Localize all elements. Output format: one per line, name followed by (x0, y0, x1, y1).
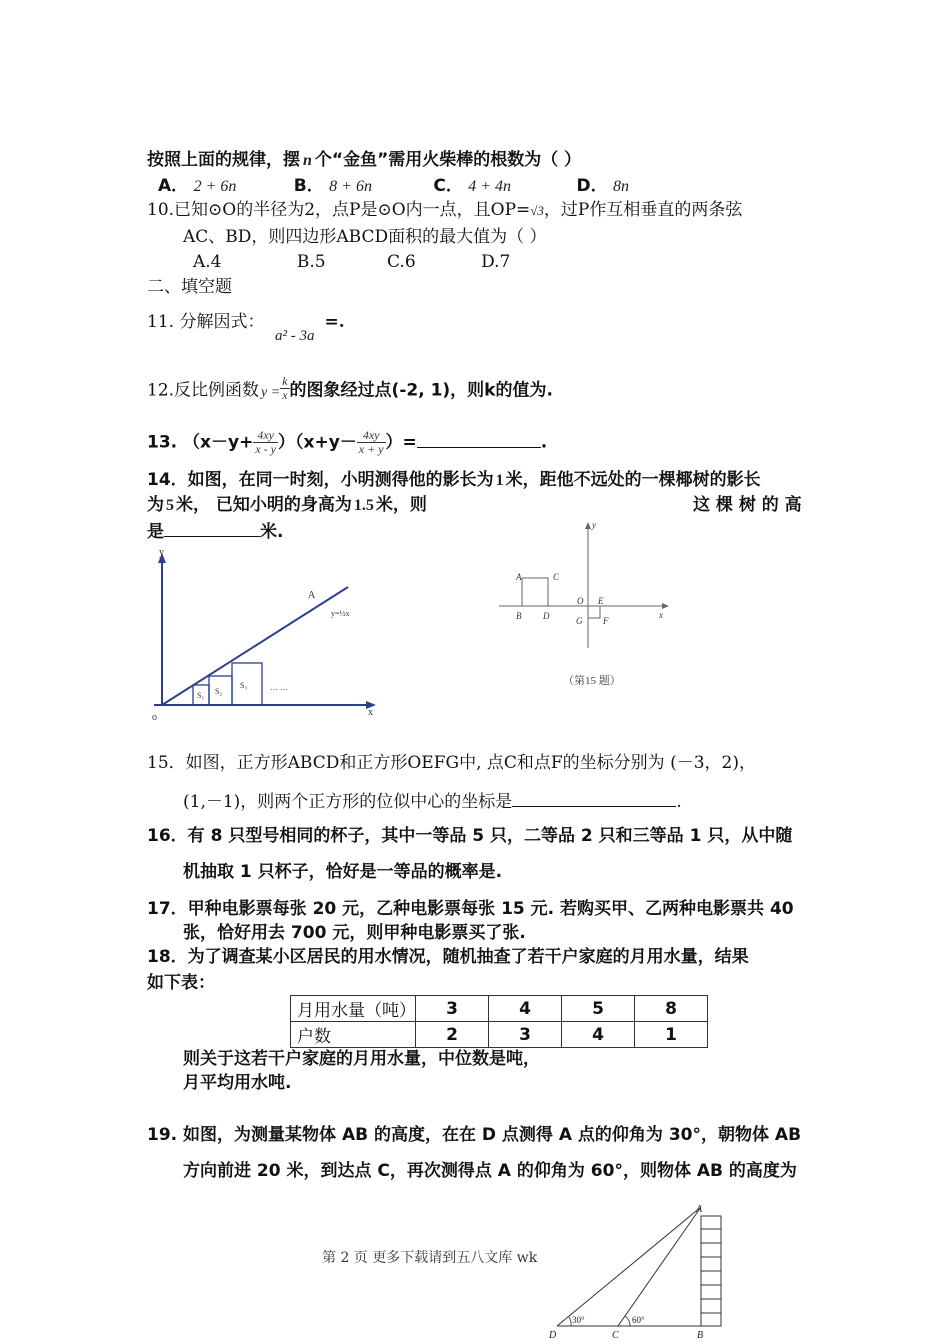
fig-right-label-o: O (577, 596, 584, 606)
table-row-head: 月用水量（吨） (291, 996, 416, 1022)
fig-q19-label-b: B (697, 1330, 704, 1341)
fig-q19-arc-60 (625, 1316, 630, 1326)
table-cell: 8 (635, 996, 708, 1022)
fig-right-x-arrow (662, 603, 669, 609)
fig-left-origin: o (152, 712, 157, 723)
q17-line2: 张，恰好用去 700 元，则甲种电影票买了张. (183, 923, 526, 943)
fig-right-label-b: B (516, 611, 522, 621)
fig-right-square-oefg (588, 606, 600, 618)
table-cell: 3 (416, 996, 489, 1022)
fig-right-label-y: y (592, 520, 596, 530)
table-cell: 3 (489, 1022, 562, 1048)
q14-line2-right: 这 棵 树 的 高 (693, 495, 802, 515)
q15-line1: 15．如图，正方形ABCD和正方形OEFG中, 点C和点F的坐标分别为 (－3，2)， (147, 753, 756, 773)
fig-right-label-x: x (659, 610, 663, 620)
q11-expr: a² - 3a (275, 328, 315, 344)
fig-right-label-a: A (516, 572, 522, 582)
figure-squares (495, 518, 675, 693)
q18-line2: 如下表： (147, 973, 215, 993)
fig-right-y-arrow (585, 522, 591, 529)
q10-option-c: C.6 (387, 252, 416, 272)
fig-left-x-label: x (368, 707, 373, 718)
fig-q19-label-c: C (612, 1330, 619, 1341)
fig-right-label-d: D (543, 611, 550, 621)
q14-line2: 为 5 米， 已知小明的身高为 1.5 米，则 (147, 495, 427, 515)
q15-blank[interactable] (512, 790, 676, 807)
q18-table (290, 995, 708, 1048)
table-cell: 1 (635, 1022, 708, 1048)
q9-option-b-label: B． (293, 176, 324, 196)
q14-blank[interactable] (164, 520, 260, 537)
fig-right-label-e: E (598, 596, 604, 606)
table-row (291, 996, 708, 1022)
q16-line2: 机抽取 1 只杯子，恰好是一等品的概率是. (183, 862, 503, 882)
fig-right-caption: （第15 题） (563, 675, 621, 687)
fig-right-label-f: F (603, 616, 609, 626)
table-cell: 4 (562, 1022, 635, 1048)
q10-option-b: B.5 (296, 252, 326, 272)
q12-fraction: $\frac{k}{x}$ (282, 374, 288, 402)
q17-line1: 17．甲种电影票每张 20 元，乙种电影票每张 15 元. 若购买甲、乙两种电影票共 40 (147, 899, 794, 919)
q16-line1: 16．有 8 只型号相同的杯子，其中一等品 5 只，二等品 2 只和三等品 1 只，从中随 (147, 826, 793, 846)
q9-var: n (303, 152, 312, 169)
q19-line2: 方向前进 20 米，到达点 C，再次测得点 A 的仰角为 60°，则物体 AB 的高度为 (183, 1161, 797, 1181)
q14-line1: 14．如图，在同一时刻，小明测得他的影长为 1 米，距他不远处的一棵椰树的影长 (147, 470, 761, 490)
q10-line1: 10.已知⊙O的半径为2，点P是⊙O内一点，且OP=√3，过P作互相垂直的两条弦 (147, 200, 743, 220)
table-row-head: 户数 (291, 1022, 416, 1048)
q18-after1: 则关于这若干户家庭的月用水量，中位数是吨， (183, 1049, 540, 1069)
fig-left-dots: … … (270, 683, 288, 692)
q9-option-b: 8 + 6n (329, 178, 372, 195)
fig-q19-sightline-c (618, 1207, 701, 1326)
q10-option-d: D.7 (481, 252, 511, 272)
table-row (291, 1022, 708, 1048)
fig-right-square-abcd (522, 578, 548, 606)
q9-option-c: 4 + 4n (468, 178, 512, 195)
fig-left-s2: S₂ (215, 687, 223, 696)
page-footer: 第 2 页 更多下载请到五八文库 wk (322, 1250, 538, 1266)
table-cell: 2 (416, 1022, 489, 1048)
q9-option-a: 2 + 6n (193, 178, 237, 195)
fig-right-label-g: G (576, 616, 583, 626)
q13-blank[interactable] (417, 431, 541, 448)
fig-right-label-c: C (553, 572, 560, 582)
q13-fraction-1: $\frac{4xy}{x - y}$ (255, 428, 276, 456)
fig-q19-label-a: A (696, 1204, 703, 1215)
q9-option-a-label: A． (158, 176, 189, 196)
q9-options (158, 175, 629, 198)
figure-staircase (148, 545, 388, 725)
q9-option-d-label: D． (576, 176, 608, 196)
table-cell: 4 (489, 996, 562, 1022)
q10-option-a: A.4 (193, 252, 222, 272)
section-heading: 二、填空题 (147, 277, 232, 297)
q13-text: 13. （x－y+ $\frac{4xy}{x - y}$ ）（x+y－ $\frac{4xy}{x + y}$ ）= . (147, 428, 548, 456)
q10-options (193, 251, 510, 273)
fig-left-point-a: A (308, 590, 316, 601)
table-cell: 5 (562, 996, 635, 1022)
fig-q19-arc-30 (569, 1317, 571, 1326)
q18-after2: 月平均用水吨. (183, 1073, 292, 1093)
q9-option-c-label: C． (433, 176, 463, 196)
q19-line1: 19. 如图，为测量某物体 AB 的高度，在在 D 点测得 A 点的仰角为 30°，朝物体 AB (147, 1125, 802, 1145)
q13-fraction-2: $\frac{4xy}{x + y}$ (358, 428, 384, 456)
fig-q19-sightline-d (557, 1207, 701, 1326)
q9-option-d: 8n (612, 178, 629, 195)
q11-text: 11. 分解因式： =. (147, 312, 345, 332)
figure-elevation (545, 1202, 730, 1342)
fig-left-s1: S₁ (197, 691, 205, 700)
fig-q19-label-d: D (549, 1330, 557, 1341)
q12-text: 12.反比例函数 y = $\frac{k}{x}$ 的图象经过点(-2, 1)，则k的值为. (147, 374, 553, 402)
fig-left-s3: S₃ (240, 681, 248, 690)
fig-q19-angle-30: 30° (572, 1315, 585, 1325)
fig-left-line (162, 587, 348, 705)
fig-left-y-label: y (159, 547, 164, 558)
q9-stem: 按照上面的规律，摆 n 个“金鱼”需用火柴棒的根数为（ ） (147, 150, 582, 170)
q14-line3: 是 米. (147, 522, 284, 542)
q18-line1: 18．为了调查某小区居民的用水情况，随机抽查了若干户家庭的月用水量，结果 (147, 947, 749, 967)
fig-q19-angle-60: 60° (632, 1315, 645, 1325)
fig-left-line-label: y=½x (331, 609, 350, 618)
q10-line2: AC、BD，则四边形ABCD面积的最大值为（ ） (183, 227, 547, 247)
q10-sqrt: √3 (530, 203, 544, 218)
q15-line2: (1,－1)，则两个正方形的位似中心的坐标是 . (183, 792, 682, 812)
